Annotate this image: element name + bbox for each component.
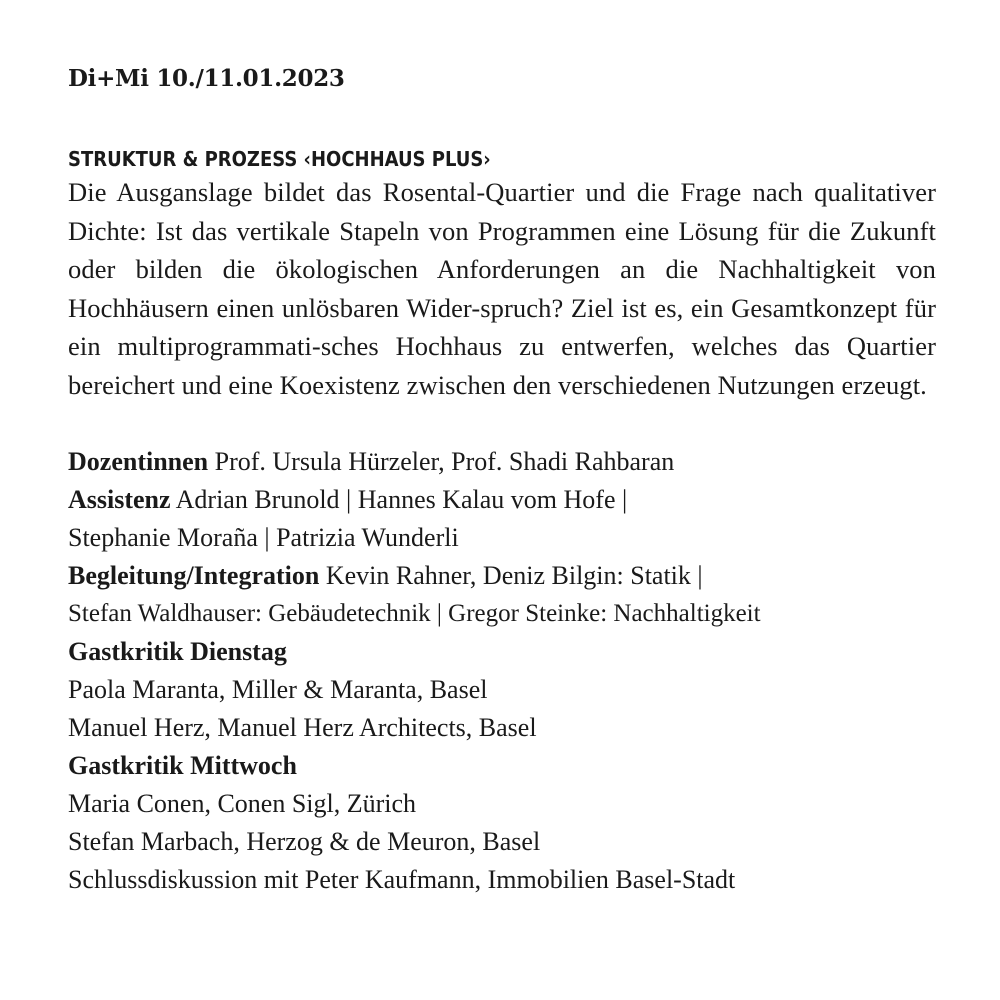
gastkritik-mittwoch-item: Maria Conen, Conen Sigl, Zürich [68,789,417,818]
credit-value-assistenz: Adrian Brunold | Hannes Kalau vom Hofe | [170,485,628,514]
credit-label-begleitung: Begleitung/Integration [68,561,320,590]
credit-begleitung [68,557,936,595]
section-description: Die Ausganslage bildet das Rosental-Quartier und die Frage nach qualitativer Dichte: Ist das vertikale Stapeln von Programmen eine Lösung für die Zukunft oder bilden die ökologischen Anforderungen an die Nachhaltigkeit von Hochhäusern einen unlösbaren Wider-spruch? Ziel ist es, ein Gesamtkonzept für ein multiprogrammati-sches Hochhaus zu entwerfen, welches das Quartier bereichert und eine Koexistenz zwischen den verschiedenen Nutzungen erzeugt. [68,177,936,400]
gastkritik-dienstag-item: Manuel Herz, Manuel Herz Architects, Basel [68,713,537,742]
credit-label-assistenz: Assistenz [68,485,171,514]
document-page [68,62,936,899]
gastkritik-dienstag-item: Paola Maranta, Miller & Maranta, Basel [68,675,488,704]
credits-block [68,443,936,899]
credit-dozentinnen [68,443,936,481]
section-title: STRUKTUR & PROZESS ‹HOCHHAUS PLUS› [68,147,491,171]
credit-label-dozentinnen: Dozentinnen [68,447,209,476]
credit-assistenz [68,481,936,519]
gastkritik-mittwoch-item: Schlussdiskussion mit Peter Kaufmann, Immobilien Basel-Stadt [68,865,736,894]
gastkritik-dienstag-heading: Gastkritik Dienstag [68,637,287,666]
event-date: Di+Mi 10./11.01.2023 [68,65,345,92]
credit-value-begleitung-continued: Stefan Waldhauser: Gebäudetechnik | Gregor Steinke: Nachhaltigkeit [68,600,761,627]
gastkritik-mittwoch-item: Stefan Marbach, Herzog & de Meuron, Basel [68,827,541,856]
gastkritik-mittwoch-heading: Gastkritik Mittwoch [68,751,297,780]
credit-value-assistenz-continued: Stephanie Moraña | Patrizia Wunderli [68,523,459,552]
credit-value-begleitung: Kevin Rahner, Deniz Bilgin: Statik | [319,561,703,590]
credit-value-dozentinnen: Prof. Ursula Hürzeler, Prof. Shadi Rahbaran [208,447,675,476]
